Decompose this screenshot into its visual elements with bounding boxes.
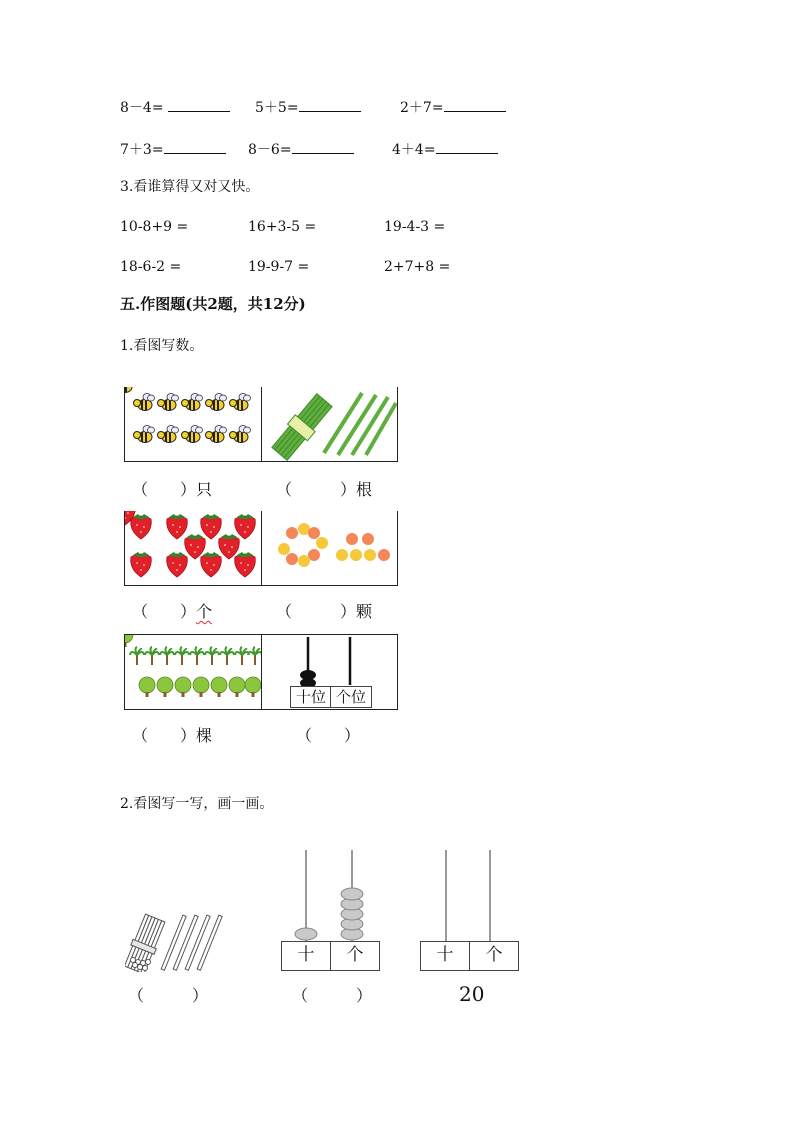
q3-expr: 19-9-7 = [248,259,310,275]
picture-box-bees-sticks [124,387,398,462]
section-title: 五.作图题(共2题，共12分) [120,295,306,313]
equation-6: 4＋4= [392,139,498,159]
strawberry-group-icon [125,511,261,585]
q3-expr: 16+3-5 = [248,219,317,235]
picture-box-strawberries-beads [124,511,398,586]
tens-label: 十位 [290,686,332,708]
equation-5: 8－6= [248,139,354,159]
abacus-gray-icon [280,848,380,944]
given-number: 20 [459,982,485,1006]
q3-expr: 18-6-2 = [120,259,182,275]
answer-strawberries[interactable]: （ ）个 [132,602,213,621]
tens-label: 十 [281,941,331,971]
abacus-empty-icon [420,848,520,944]
tens-label: 十 [420,941,470,971]
q3-expr: 19-4-3 = [384,219,446,235]
q3-title: 3.看谁算得又对又快。 [120,179,260,195]
bee-group-icon [125,387,261,461]
answer-blank[interactable] [164,139,226,154]
answer-blank[interactable] [436,139,498,154]
ones-label: 个位 [330,686,372,708]
q2-title: 2.看图写一写，画一画。 [120,796,274,812]
bamboo-sticks-icon [262,387,397,461]
q3-expr: 2+7+8 = [384,259,451,275]
beads-icon [262,511,397,585]
q1-title: 1.看图写数。 [120,338,204,354]
answer-trees[interactable]: （ ）棵 [132,726,213,745]
answer-beads[interactable]: （ ）颗 [276,602,373,621]
answer-bees[interactable]: （ ）只 [132,480,213,499]
answer-blank[interactable] [444,97,506,112]
equation-2: 5＋5= [255,97,361,117]
answer-blank[interactable] [292,139,354,154]
equation-1: 8－4= [120,97,230,117]
answer-abacus[interactable]: （ ） [296,726,361,745]
ones-label: 个 [469,941,519,971]
answer-abacus2[interactable]: （ ） [292,986,373,1005]
equation-3: 2＋7= [400,97,506,117]
answer-bundle[interactable]: （ ） [128,986,209,1005]
answer-blank[interactable] [299,97,361,112]
q3-expr: 10-8+9 = [120,219,189,235]
picture-box-trees-abacus [124,634,398,710]
equation-4: 7＋3= [120,139,226,159]
ones-label: 个 [330,941,380,971]
trees-icon [125,635,261,709]
stick-bundle-icon [125,910,230,972]
answer-blank[interactable] [168,97,230,112]
answer-sticks[interactable]: （ ）根 [276,480,373,499]
